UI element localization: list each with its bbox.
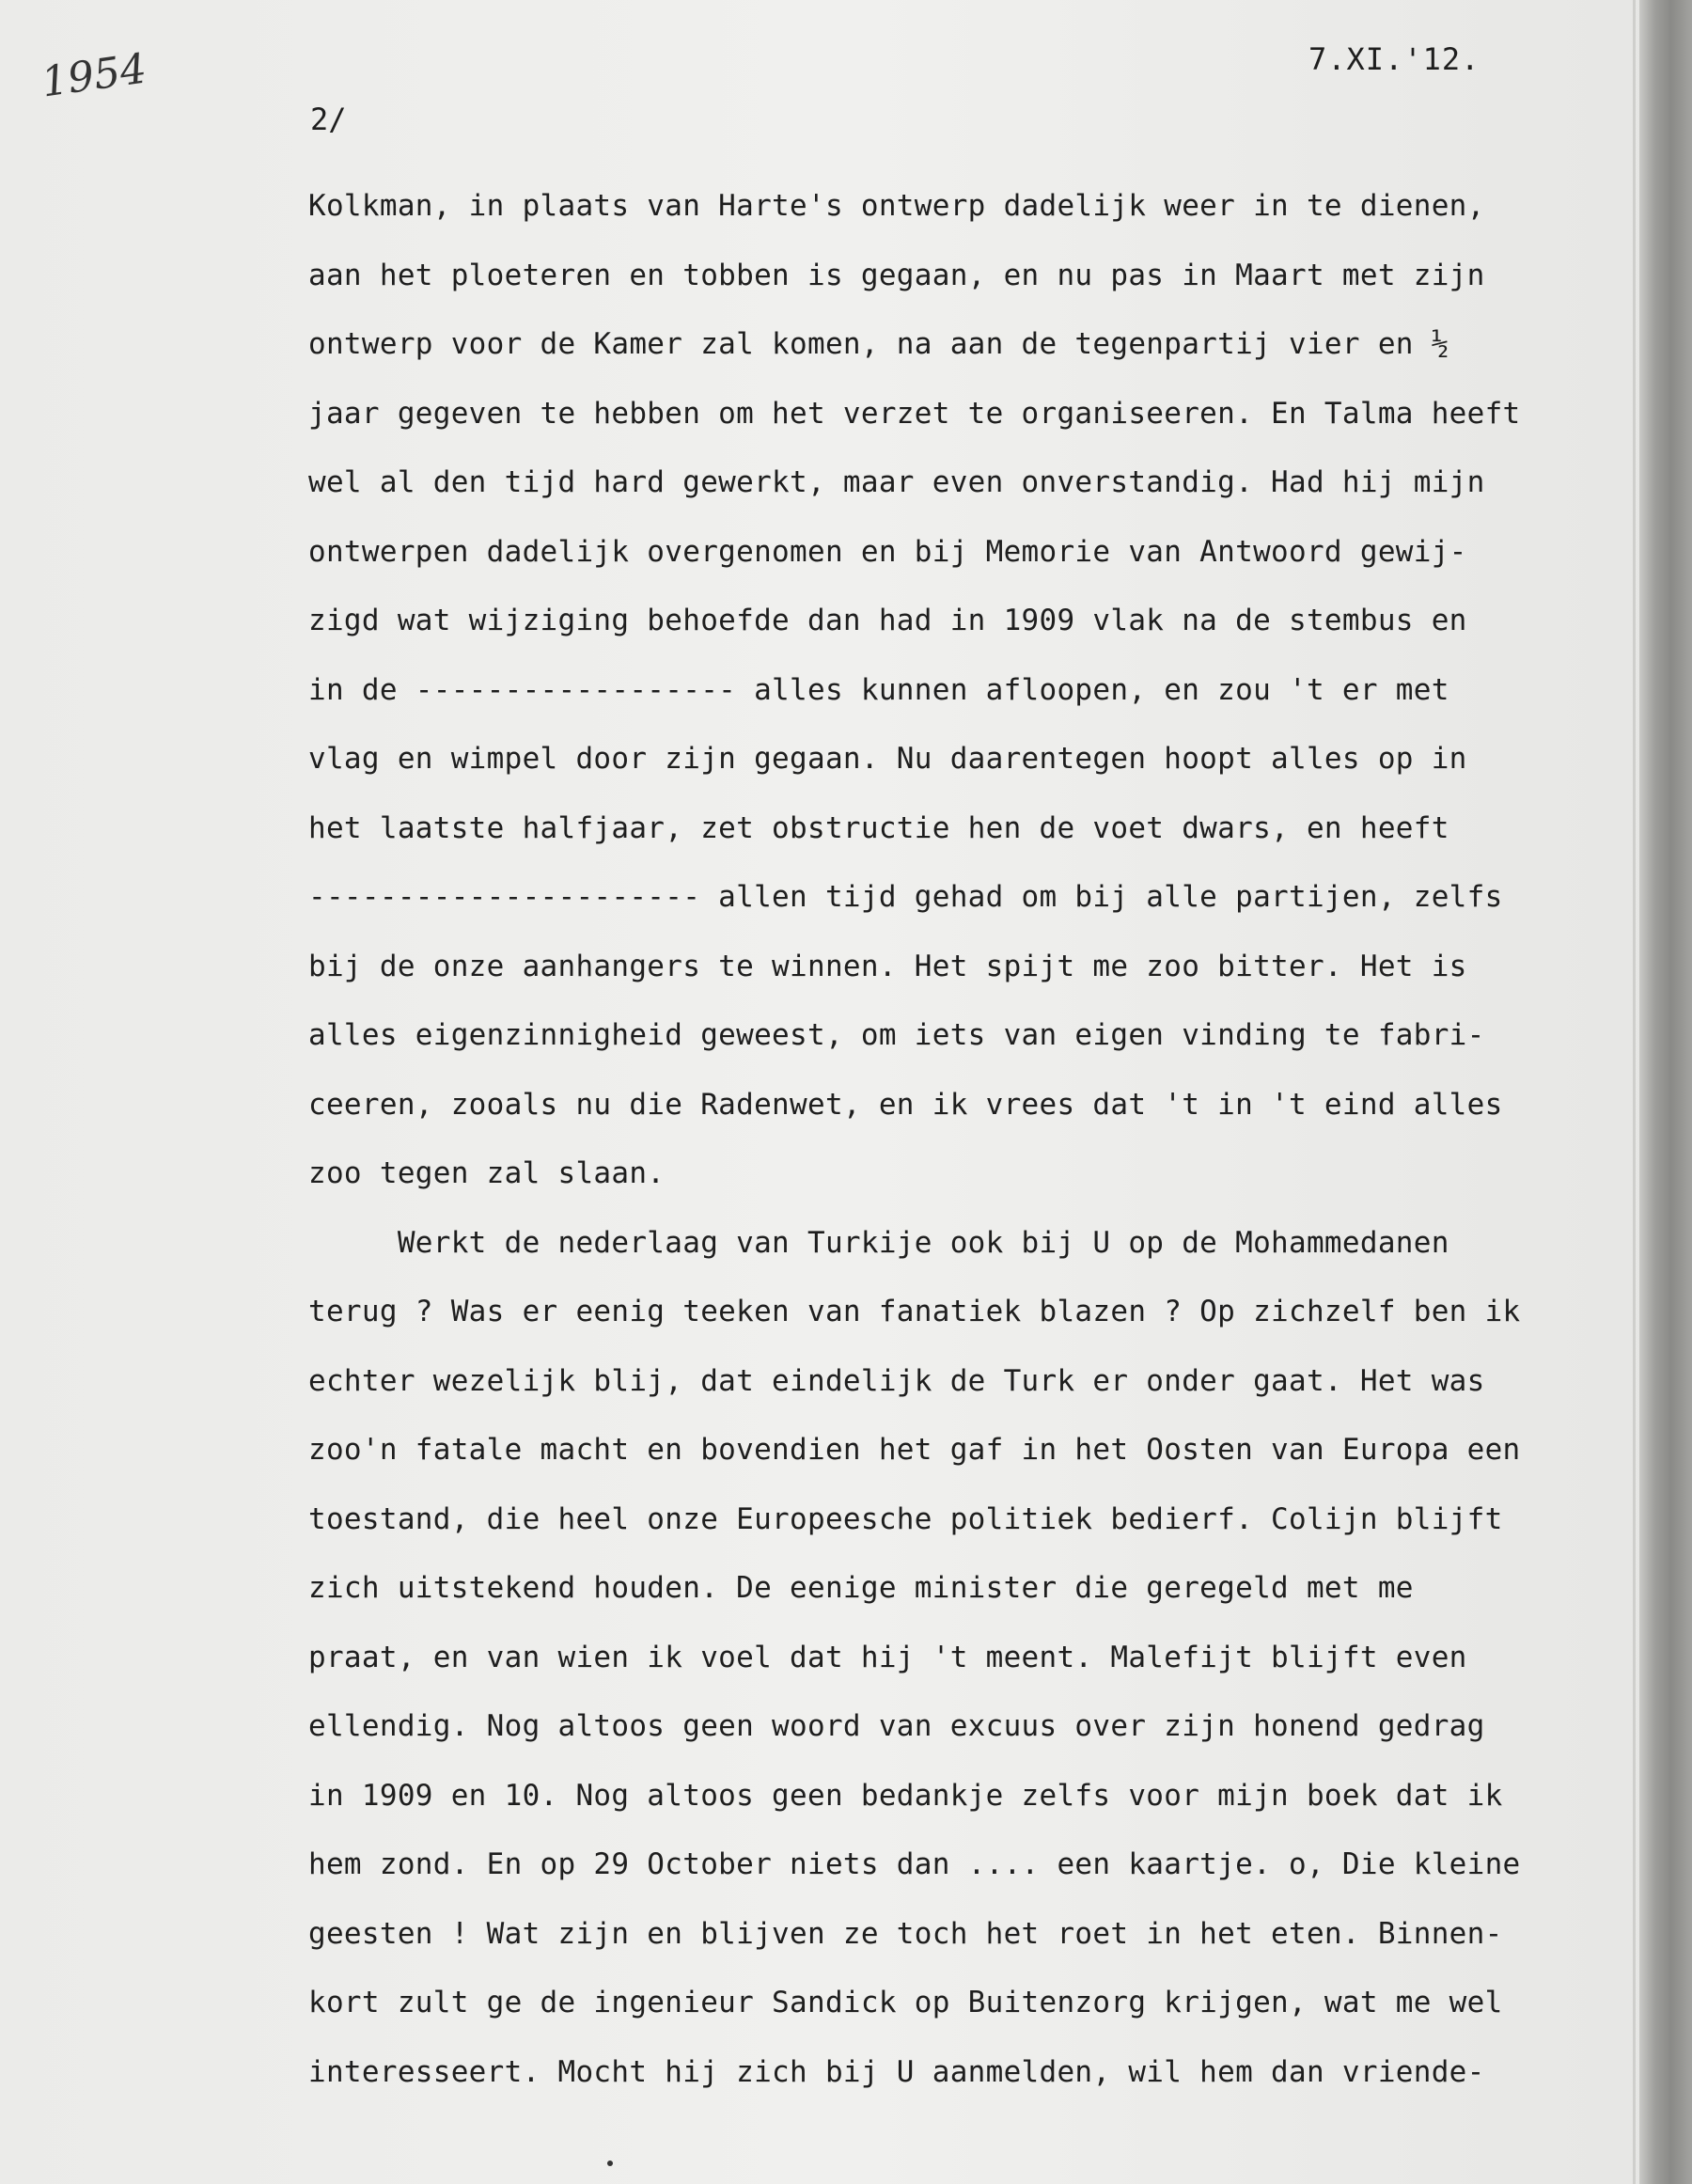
text-line: ontwerp voor de Kamer zal komen, na aan de tegenpartij vier en ½ <box>308 327 1449 361</box>
text-line: geesten ! Wat zijn en blijven ze toch het roet in het eten. Binnen- <box>308 1916 1503 1951</box>
text-line: echter wezelijk blij, dat eindelijk de Turk er onder gaat. Het was <box>308 1363 1485 1398</box>
text-line: ceeren, zooals nu die Radenwet, en ik vrees dat 't in 't eind alles <box>308 1087 1503 1122</box>
text-line: zigd wat wijziging behoefde dan had in 1909 vlak na de stembus en <box>308 604 1467 637</box>
text-line: hem zond. En op 29 October niets dan .... een kaartje. o, Die kleine <box>308 1847 1521 1881</box>
text-line: terug ? Was er eenig teeken van fanatiek blazen ? Op zichzelf ben ik <box>308 1295 1521 1328</box>
text-line: zoo'n fatale macht en bovendien het gaf in het Oosten van Europa een <box>308 1433 1521 1467</box>
text-line: Werkt de nederlaag van Turkije ook bij U op de Mohammedanen <box>308 1225 1449 1260</box>
text-line: zoo tegen zal slaan. <box>308 1156 666 1190</box>
text-line: vlag en wimpel door zijn gegaan. Nu daarentegen hoopt alles op in <box>308 742 1467 776</box>
text-line: in 1909 en 10. Nog altoos geen bedankje zelfs voor mijn boek dat ik <box>308 1778 1503 1813</box>
letter-body <box>308 172 1662 2107</box>
text-line: alles eigenzinnigheid geweest, om iets van eigen vinding te fabri- <box>308 1018 1485 1052</box>
text-line: aan het ploeteren en tobben is gegaan, en nu pas in Maart met zijn <box>308 258 1485 292</box>
text-line: interesseert. Mocht hij zich bij U aanmelden, wil hem dan vriende- <box>308 2054 1485 2089</box>
text-line: ontwerpen dadelijk overgenomen en bij Memorie van Antwoord gewij- <box>308 534 1467 569</box>
text-line: wel al den tijd hard gewerkt, maar even onverstandig. Had hij mijn <box>308 465 1485 499</box>
text-line: in de ------------------ alles kunnen afloopen, en zou 't er met <box>308 672 1449 707</box>
ink-dot <box>607 2160 613 2166</box>
text-line: ---------------------- allen tijd gehad om bij alle partijen, zelfs <box>308 880 1503 914</box>
handwritten-archive-number: 1954 <box>38 44 149 107</box>
text-line: jaar gegeven te hebben om het verzet te organiseeren. En Talma heeft <box>308 396 1521 431</box>
text-line: praat, en van wien ik voel dat hij 't meent. Malefijt blijft even <box>308 1640 1467 1674</box>
text-line: het laatste halfjaar, zet obstructie hen de voet dwars, en heeft <box>308 810 1449 845</box>
text-line: zich uitstekend houden. De eenige minister die geregeld met me <box>308 1571 1414 1605</box>
text-line: bij de onze aanhangers te winnen. Het spijt me zoo bitter. Het is <box>308 949 1467 983</box>
text-line: ellendig. Nog altoos geen woord van excuus over zijn honend gedrag <box>308 1709 1485 1743</box>
text-line: kort zult ge de ingenieur Sandick op Buitenzorg krijgen, wat me wel <box>308 1986 1503 2019</box>
text-line: toestand, die heel onze Europeesche politiek bedierf. Colijn blijft <box>308 1501 1503 1536</box>
page-number: 2/ <box>310 102 347 137</box>
text-line: Kolkman, in plaats van Harte's ontwerp dadelijk weer in te dienen, <box>308 189 1485 223</box>
letter-date: 7.XI.'12. <box>1308 41 1480 77</box>
